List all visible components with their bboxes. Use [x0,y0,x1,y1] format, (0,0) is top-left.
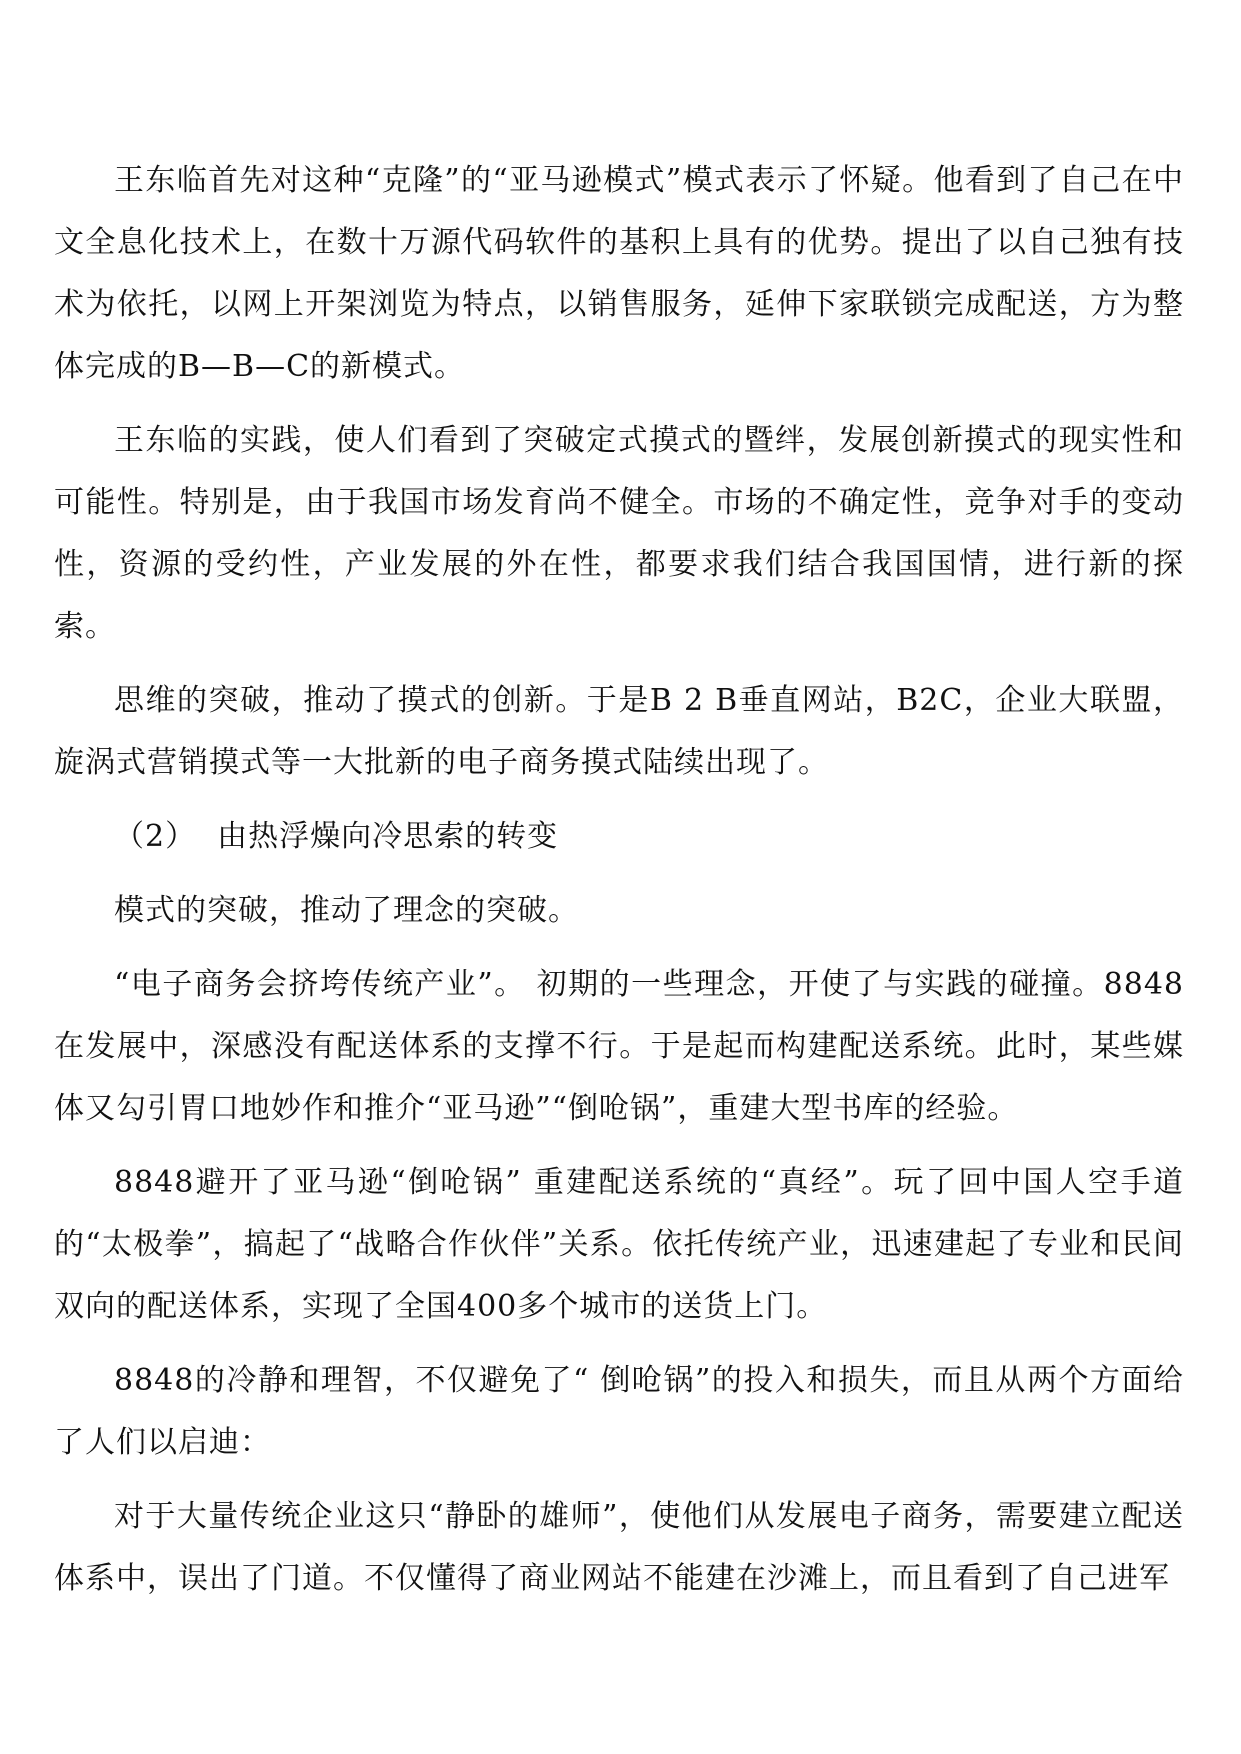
paragraph-8: 对于大量传统企业这只“静卧的雄师”，使他们从发展电子商务，需要建立配送体系中，误出了门道。不仅懂得了商业网站不能建在沙滩上，而且看到了自己进军 [54,1499,1184,1596]
paragraph-7: 8848的冷静和理智，不仅避免了“ 倒呛锅”的投入和损失，而且从两个方面给了人们以启迪： [54,1363,1184,1460]
section-heading: （2） 由热浮燥向冷思索的转变 [114,819,559,854]
document-body [54,150,1184,1622]
paragraph-3: 思维的突破，推动了摸式的创新。于是B 2 B垂直网站，B2C，企业大联盟，旋涡式营销摸式等一大批新的电子商务摸式陆续出现了。 [54,683,1184,780]
paragraph-2: 王东临的实践，使人们看到了突破定式摸式的暨绊，发展创新摸式的现实性和可能性。特别是，由于我国市场发育尚不健全。市场的不确定性，竞争对手的变动性，资源的受约性，产业发展的外在性，都要求我们结合我国国情，进行新的探索。 [54,423,1184,644]
paragraph-4: 模式的突破，推动了理念的突破。 [114,893,579,928]
paragraph-6: 8848避开了亚马逊“倒呛锅” 重建配送系统的“真经”。玩了回中国人空手道的“太极拳”，搞起了“战略合作伙伴”关系。依托传统产业，迅速建起了专业和民间双向的配送体系，实现了全国400多个城市的送货上门。 [54,1165,1184,1324]
paragraph-5: “电子商务会挤垮传统产业”。 初期的一些理念，开使了与实践的碰撞。8848在发展中，深感没有配送体系的支撑不行。于是起而构建配送系统。此时，某些媒体又勾引胃口地妙作和推介“亚马逊”“倒呛锅”，重建大型书库的经验。 [54,967,1184,1126]
paragraph-1: 王东临首先对这种“克隆”的“亚马逊模式”模式表示了怀疑。他看到了自己在中文全息化技术上，在数十万源代码软件的基积上具有的优势。提出了以自己独有技术为依托，以网上开架浏览为特点，以销售服务，延伸下家联锁完成配送，方为整体完成的B—B—C的新模式。 [54,163,1184,384]
